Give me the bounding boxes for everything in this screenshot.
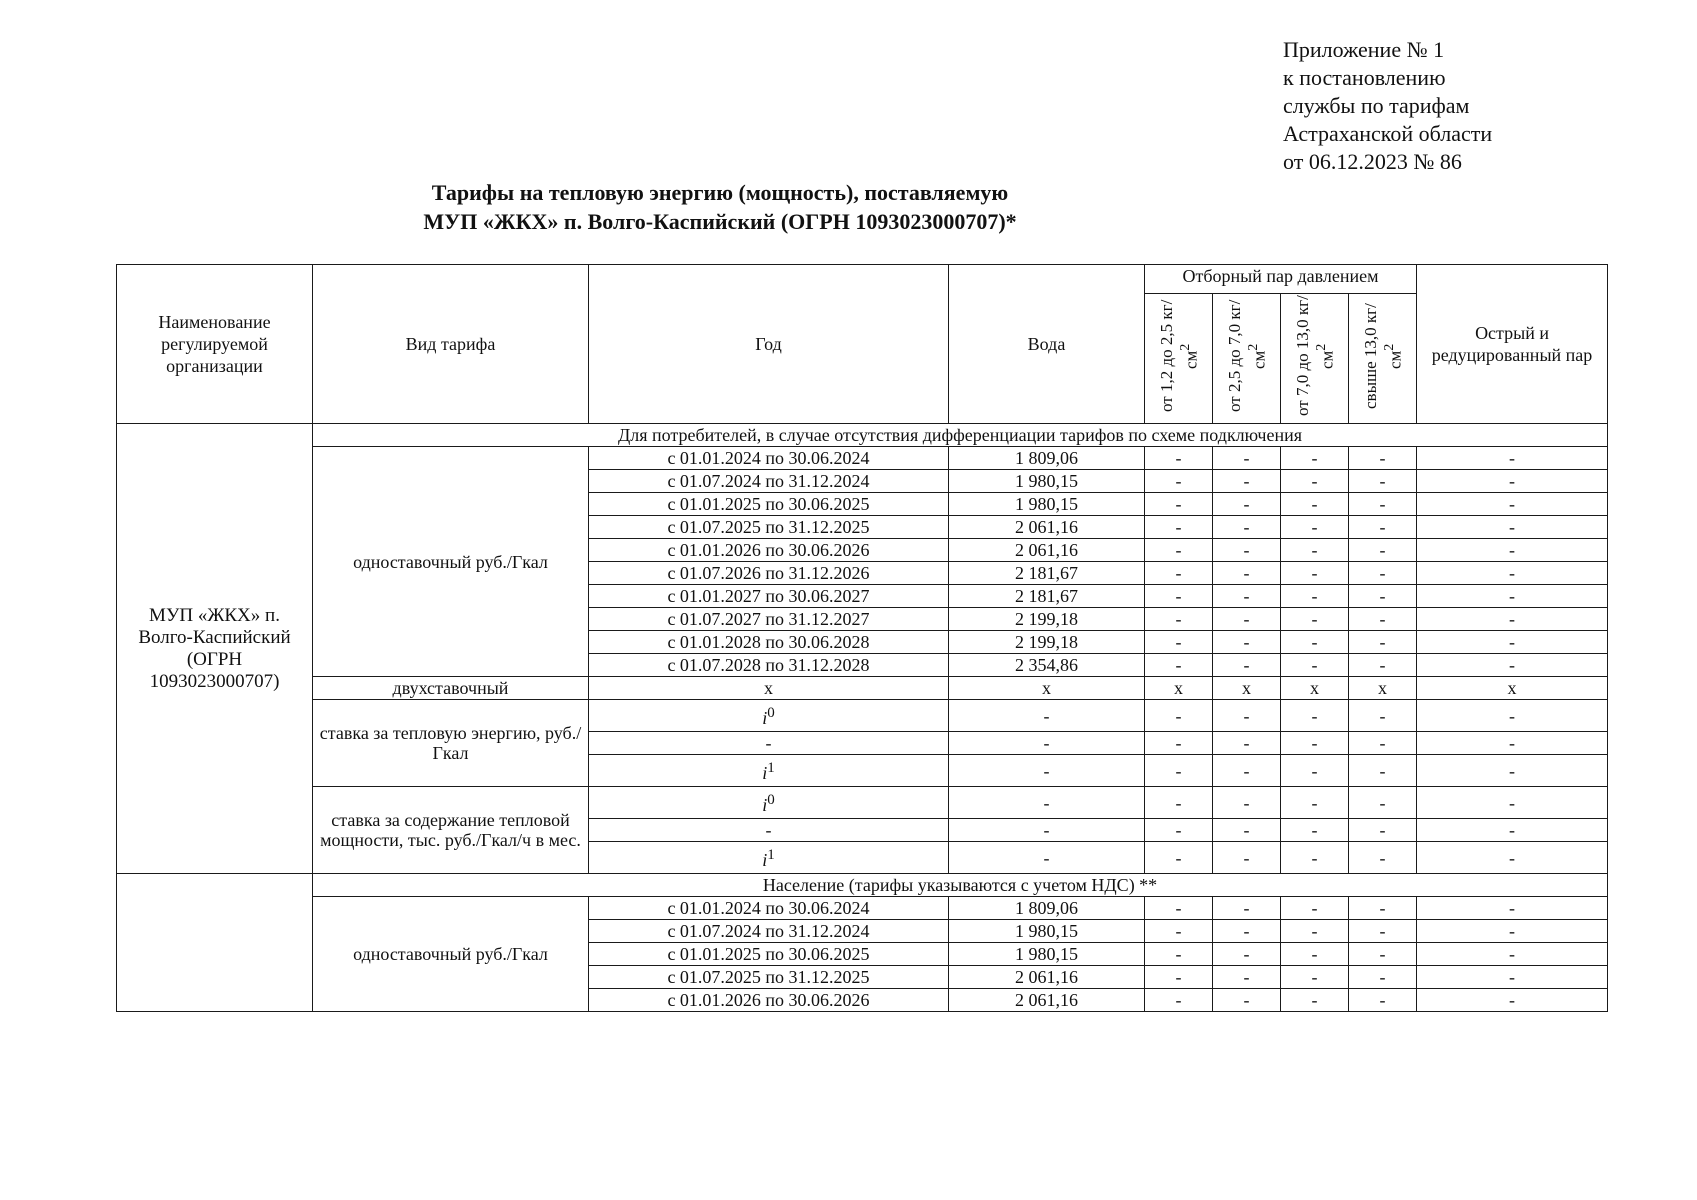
value-cell: - <box>1281 819 1349 842</box>
value-cell: - <box>1213 447 1281 470</box>
tariff-type-cell: ставка за содержание тепловой мощности, тыс. руб./Гкал/ч в мес. <box>313 787 589 874</box>
title-line-1: Тарифы на тепловую энергию (мощность), поставляемую <box>431 180 1009 205</box>
value-cell: - <box>1349 897 1417 920</box>
value-cell: - <box>1417 787 1608 819</box>
value-cell: - <box>1281 732 1349 755</box>
org-name-cell-empty <box>117 874 313 1012</box>
water-cell: 2 354,86 <box>949 654 1145 677</box>
value-cell: - <box>1349 920 1417 943</box>
header-steam-3: от 7,0 до 13,0 $кг/см^2$ <box>1281 294 1349 424</box>
value-cell: - <box>1213 943 1281 966</box>
value-cell: - <box>1417 989 1608 1012</box>
value-cell: - <box>1349 516 1417 539</box>
value-cell: - <box>1145 585 1213 608</box>
value-cell: - <box>949 842 1145 874</box>
tariff-type-cell: двухставочный <box>313 677 589 700</box>
value-cell: - <box>1281 470 1349 493</box>
tariff-type-cell: одноставочный руб./Гкал <box>313 447 589 677</box>
value-cell: - <box>1213 516 1281 539</box>
value-cell: - <box>1417 493 1608 516</box>
section-heading: Для потребителей, в случае отсутствия дифференциации тарифов по схеме подключения <box>313 424 1608 447</box>
value-cell: - <box>1349 585 1417 608</box>
value-cell: - <box>1417 562 1608 585</box>
period-cell: с 01.07.2027 по 31.12.2027 <box>589 608 949 631</box>
water-cell: 2 061,16 <box>949 516 1145 539</box>
value-cell: x <box>1417 677 1608 700</box>
value-cell: - <box>1145 493 1213 516</box>
water-cell: 2 061,16 <box>949 966 1145 989</box>
value-cell: - <box>1145 654 1213 677</box>
value-cell: - <box>1417 654 1608 677</box>
value-cell: - <box>1417 755 1608 787</box>
water-cell: 2 181,67 <box>949 585 1145 608</box>
value-cell: - <box>1417 608 1608 631</box>
period-cell: с 01.07.2025 по 31.12.2025 <box>589 966 949 989</box>
water-cell: 1 980,15 <box>949 470 1145 493</box>
value-cell: - <box>1145 516 1213 539</box>
value-cell: - <box>1349 654 1417 677</box>
value-cell: - <box>1281 562 1349 585</box>
tariff-type-cell: одноставочный руб./Гкал <box>313 897 589 1012</box>
value-cell: - <box>1213 562 1281 585</box>
period-cell: с 01.01.2026 по 30.06.2026 <box>589 539 949 562</box>
value-cell: - <box>1349 539 1417 562</box>
value-cell: - <box>1213 966 1281 989</box>
value-cell: - <box>1349 819 1417 842</box>
value-cell: - <box>1213 631 1281 654</box>
value-cell: - <box>1417 539 1608 562</box>
period-cell: с 01.07.2024 по 31.12.2024 <box>589 470 949 493</box>
water-cell: 2 199,18 <box>949 631 1145 654</box>
value-cell: - <box>1349 493 1417 516</box>
value-cell: - <box>949 755 1145 787</box>
appendix-line: Приложение № 1 <box>1283 37 1445 62</box>
header-sharp-steam: Острый и редуцированный пар <box>1417 265 1608 424</box>
period-cell: с 01.07.2025 по 31.12.2025 <box>589 516 949 539</box>
value-cell: x <box>1213 677 1281 700</box>
value-cell: - <box>949 700 1145 732</box>
document-title <box>420 178 1020 236</box>
value-cell: x <box>1281 677 1349 700</box>
value-cell: - <box>1213 654 1281 677</box>
header-org: Наименование регулируемой организации <box>117 265 313 424</box>
value-cell: - <box>1213 755 1281 787</box>
period-cell: с 01.07.2024 по 31.12.2024 <box>589 920 949 943</box>
value-cell: - <box>1417 842 1608 874</box>
period-cell: с 01.07.2028 по 31.12.2028 <box>589 654 949 677</box>
value-cell: - <box>1145 755 1213 787</box>
value-cell: - <box>1213 787 1281 819</box>
value-cell: - <box>1349 732 1417 755</box>
value-cell: - <box>1213 819 1281 842</box>
value-cell: - <box>1281 654 1349 677</box>
period-symbol-cell: $i^1$ <box>589 842 949 874</box>
value-cell: - <box>1281 943 1349 966</box>
period-cell: с 01.01.2027 по 30.06.2027 <box>589 585 949 608</box>
value-cell: - <box>1213 493 1281 516</box>
value-cell: - <box>1417 819 1608 842</box>
value-cell: - <box>1281 447 1349 470</box>
value-cell: x <box>589 677 949 700</box>
value-cell: - <box>1417 943 1608 966</box>
value-cell: - <box>1213 608 1281 631</box>
value-cell: - <box>1213 842 1281 874</box>
value-cell: - <box>1213 470 1281 493</box>
title-line-2: МУП «ЖКХ» п. Волго-Каспийский (ОГРН 1093023000707)* <box>423 209 1017 234</box>
value-cell: - <box>1349 562 1417 585</box>
value-cell: - <box>1417 897 1608 920</box>
appendix-line: к постановлению <box>1283 65 1446 90</box>
header-water: Вода <box>949 265 1145 424</box>
org-name-cell: МУП «ЖКХ» п. Волго-Каспийский (ОГРН 1093023000707) <box>117 424 313 874</box>
value-cell: - <box>1349 700 1417 732</box>
header-year: Год <box>589 265 949 424</box>
value-cell: - <box>1145 943 1213 966</box>
period-cell: с 01.01.2024 по 30.06.2024 <box>589 447 949 470</box>
period-cell: с 01.01.2025 по 30.06.2025 <box>589 493 949 516</box>
water-cell: 1 809,06 <box>949 447 1145 470</box>
value-cell: - <box>1417 585 1608 608</box>
value-cell: - <box>1417 470 1608 493</box>
value-cell: - <box>1349 631 1417 654</box>
value-cell: - <box>1281 989 1349 1012</box>
value-cell: - <box>1213 989 1281 1012</box>
value-cell: - <box>1145 631 1213 654</box>
appendix-line: от 06.12.2023 № 86 <box>1283 149 1462 174</box>
header-steam-group: Отборный пар давлением <box>1145 265 1417 294</box>
table-row <box>117 447 1608 470</box>
period-symbol-cell: $i^0$ <box>589 787 949 819</box>
value-cell: - <box>1145 819 1213 842</box>
value-cell: - <box>1213 732 1281 755</box>
value-cell: - <box>949 732 1145 755</box>
value-cell: - <box>1417 631 1608 654</box>
value-cell: - <box>1417 516 1608 539</box>
tariff-type-cell: ставка за тепловую энергию, руб./Гкал <box>313 700 589 787</box>
value-cell: - <box>1281 516 1349 539</box>
value-cell: - <box>1145 897 1213 920</box>
value-cell: - <box>1417 920 1608 943</box>
value-cell: - <box>1281 897 1349 920</box>
table-row <box>117 787 1608 819</box>
value-cell: - <box>1349 989 1417 1012</box>
value-cell: - <box>1145 562 1213 585</box>
appendix-block <box>1283 36 1492 176</box>
value-cell: - <box>589 732 949 755</box>
header-steam-2: от 2,5 до 7,0 $кг/см^2$ <box>1213 294 1281 424</box>
value-cell: - <box>1417 447 1608 470</box>
appendix-line: Астраханской области <box>1283 121 1493 146</box>
value-cell: - <box>1349 470 1417 493</box>
water-cell: 1 980,15 <box>949 943 1145 966</box>
value-cell: - <box>1145 920 1213 943</box>
value-cell: - <box>1281 539 1349 562</box>
value-cell: - <box>1213 585 1281 608</box>
period-cell: с 01.01.2026 по 30.06.2026 <box>589 989 949 1012</box>
value-cell: - <box>1213 897 1281 920</box>
value-cell: - <box>1145 539 1213 562</box>
value-cell: - <box>1281 787 1349 819</box>
value-cell: - <box>1281 920 1349 943</box>
value-cell: x <box>1145 677 1213 700</box>
value-cell: - <box>1145 989 1213 1012</box>
header-steam-1: от 1,2 до 2,5 $кг/см^2$ <box>1145 294 1213 424</box>
value-cell: - <box>1145 732 1213 755</box>
value-cell: - <box>1281 631 1349 654</box>
value-cell: - <box>1145 447 1213 470</box>
value-cell: - <box>949 819 1145 842</box>
table-row <box>117 700 1608 732</box>
value-cell: - <box>1281 608 1349 631</box>
value-cell: - <box>1417 700 1608 732</box>
value-cell: - <box>1281 755 1349 787</box>
value-cell: - <box>1213 920 1281 943</box>
header-tariff-type: Вид тарифа <box>313 265 589 424</box>
value-cell: - <box>1349 842 1417 874</box>
value-cell: x <box>949 677 1145 700</box>
water-cell: 1 809,06 <box>949 897 1145 920</box>
header-steam-4: свыше 13,0 $кг/см^2$ <box>1349 294 1417 424</box>
section-heading: Население (тарифы указываются с учетом НДС) ** <box>313 874 1608 897</box>
table-row <box>117 677 1608 700</box>
value-cell: - <box>1349 943 1417 966</box>
value-cell: - <box>1145 700 1213 732</box>
value-cell: - <box>589 819 949 842</box>
value-cell: - <box>1281 700 1349 732</box>
period-cell: с 01.01.2028 по 30.06.2028 <box>589 631 949 654</box>
value-cell: - <box>1349 966 1417 989</box>
water-cell: 1 980,15 <box>949 920 1145 943</box>
period-cell: с 01.01.2024 по 30.06.2024 <box>589 897 949 920</box>
value-cell: - <box>1281 585 1349 608</box>
value-cell: - <box>1417 732 1608 755</box>
water-cell: 2 061,16 <box>949 989 1145 1012</box>
value-cell: - <box>1213 700 1281 732</box>
tariff-table <box>116 264 1608 1012</box>
value-cell: - <box>1145 966 1213 989</box>
period-symbol-cell: $i^1$ <box>589 755 949 787</box>
value-cell: - <box>1145 470 1213 493</box>
period-symbol-cell: $i^0$ <box>589 700 949 732</box>
value-cell: - <box>1349 608 1417 631</box>
period-cell: с 01.07.2026 по 31.12.2026 <box>589 562 949 585</box>
water-cell: 1 980,15 <box>949 493 1145 516</box>
value-cell: - <box>1349 447 1417 470</box>
table-row <box>117 897 1608 920</box>
water-cell: 2 061,16 <box>949 539 1145 562</box>
value-cell: - <box>1281 842 1349 874</box>
value-cell: - <box>1281 966 1349 989</box>
value-cell: - <box>1349 755 1417 787</box>
value-cell: - <box>1281 493 1349 516</box>
value-cell: - <box>1213 539 1281 562</box>
value-cell: - <box>949 787 1145 819</box>
value-cell: - <box>1145 787 1213 819</box>
value-cell: - <box>1417 966 1608 989</box>
appendix-line: службы по тарифам <box>1283 93 1470 118</box>
value-cell: - <box>1145 842 1213 874</box>
value-cell: - <box>1145 608 1213 631</box>
value-cell: x <box>1349 677 1417 700</box>
value-cell: - <box>1349 787 1417 819</box>
period-cell: с 01.01.2025 по 30.06.2025 <box>589 943 949 966</box>
water-cell: 2 199,18 <box>949 608 1145 631</box>
water-cell: 2 181,67 <box>949 562 1145 585</box>
